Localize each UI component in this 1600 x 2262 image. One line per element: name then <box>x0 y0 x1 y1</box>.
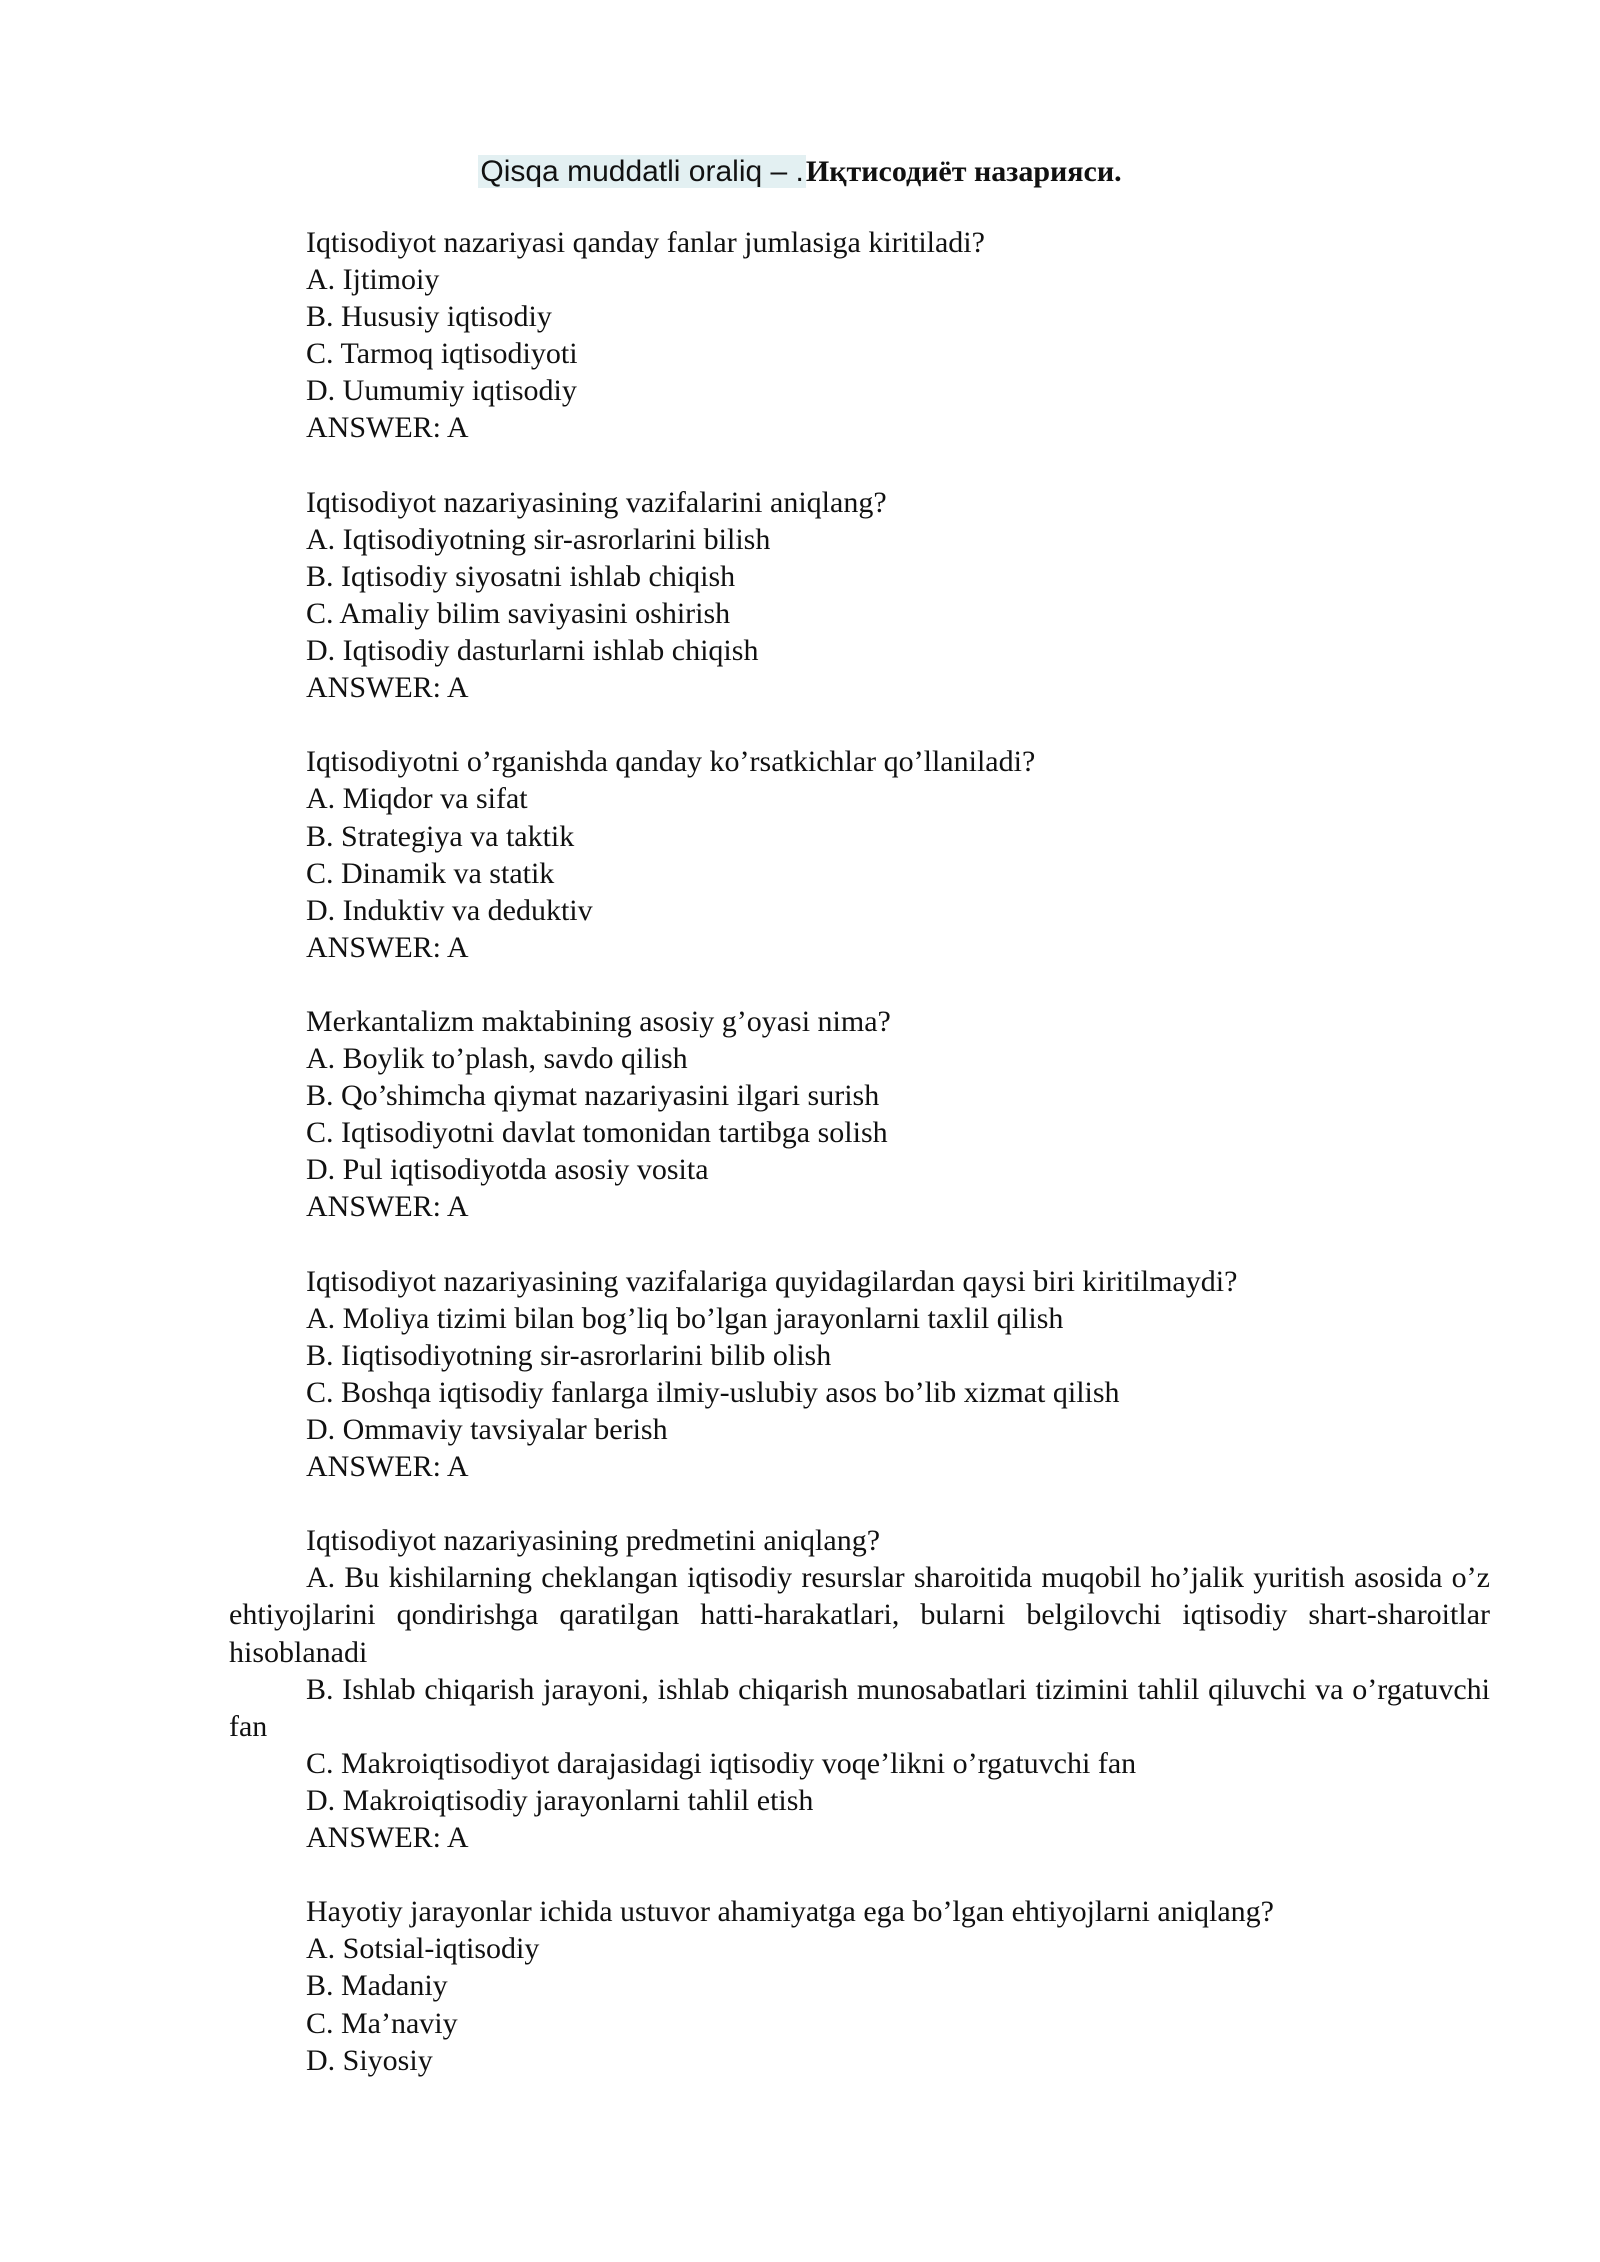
option-d: D. Ommaviy tavsiyalar berish <box>306 1413 668 1446</box>
questions-list <box>229 224 1490 2116</box>
question-block <box>229 743 1490 966</box>
option-c: C. Dinamik va statik <box>306 856 555 890</box>
question-block <box>229 484 1490 707</box>
question-text: Iqtisodiyotni o’rganishda qanday ko’rsatkichlar qo’llaniladi? <box>306 745 1036 779</box>
option-d: D. Induktiv va deduktiv <box>306 893 593 927</box>
option-c: C. Iqtisodiyotni davlat tomonidan tartibga solish <box>306 1116 888 1150</box>
option-a: A. Boylik to’plash, savdo qilish <box>306 1042 688 1076</box>
option-a: A. Moliya tizimi bilan bog’liq bo’lgan jarayonlarni taxlil qilish <box>306 1301 1064 1335</box>
option-a: A. Miqdor va sifat <box>306 782 528 816</box>
option-a: A. Sotsial-iqtisodiy <box>306 1932 540 1966</box>
option-b: B. Ishlab chiqarish jarayoni, ishlab chiqarish munosabatlari tizimini tahlil qiluvchi va o’rgatuvchi fan <box>229 1672 1490 1743</box>
question-block <box>229 1003 1490 1226</box>
question-text: Iqtisodiyot nazariyasining predmetini aniqlang? <box>306 1524 881 1558</box>
option-b: B. Iqtisodiy siyosatni ishlab chiqish <box>306 559 736 593</box>
question-text: Iqtisodiyot nazariyasi qanday fanlar jumlasiga kiritiladi? <box>306 226 985 259</box>
option-d: D. Iqtisodiy dasturlarni ishlab chiqish <box>306 634 759 668</box>
question-text: Merkantalizm maktabining asosiy g’oyasi nima? <box>306 1004 891 1038</box>
title-highlight: Qisqa muddatli oraliq – . <box>480 155 804 188</box>
title-bold: Иқтисодиёт назарияси. <box>805 155 1122 188</box>
question-block <box>229 1263 1490 1486</box>
option-d: D. Pul iqtisodiyotda asosiy vosita <box>306 1153 709 1187</box>
answer-line: ANSWER: A <box>306 1450 469 1484</box>
option-d: D. Makroiqtisodiy jarayonlarni tahlil etish <box>306 1783 814 1817</box>
option-a: A. Bu kishilarning cheklangan iqtisodiy resurslar sharoitida muqobil ho’jalik yuritish asosida o’z ehtiyojlarini qondirishga qaratilgan hatti-harakatlari, bularni belgilovchi iqtisodiy shart-sharoitlar hisoblanadi <box>229 1561 1490 1669</box>
question-text: Iqtisodiyot nazariyasining vazifalariga quyidagilardan qaysi biri kiritilmaydi? <box>306 1264 1238 1298</box>
option-d: D. Siyosiy <box>306 2043 433 2077</box>
option-a: A. Iqtisodiyotning sir-asrorlarini bilish <box>306 522 771 556</box>
option-c: C. Amaliy bilim saviyasini oshirish <box>306 596 731 630</box>
option-c: C. Ma’naviy <box>306 2006 458 2040</box>
question-text: Hayotiy jarayonlar ichida ustuvor ahamiyatga ega bo’lgan ehtiyojlarni aniqlang? <box>306 1895 1274 1929</box>
answer-line: ANSWER: A <box>306 930 469 964</box>
option-b: B. Iiqtisodiyotning sir-asrorlarini bilib olish <box>306 1338 832 1372</box>
question-text: Iqtisodiyot nazariyasining vazifalarini aniqlang? <box>306 485 887 519</box>
option-b: B. Strategiya va taktik <box>306 819 575 853</box>
option-c: C. Boshqa iqtisodiy fanlarga ilmiy-uslubiy asos bo’lib xizmat qilish <box>306 1375 1120 1409</box>
document-title <box>0 152 1600 192</box>
question-block <box>229 224 1490 447</box>
option-b: B. Hususiy iqtisodiy <box>306 300 552 334</box>
answer-line: ANSWER: A <box>306 411 469 445</box>
question-block <box>229 1893 1490 2078</box>
option-a: A. Ijtimoiy <box>306 263 440 297</box>
answer-line: ANSWER: A <box>306 671 469 705</box>
option-d: D. Uumumiy iqtisodiy <box>306 374 577 408</box>
option-c: C. Makroiqtisodiyot darajasidagi iqtisodiy voqe’likni o’rgatuvchi fan <box>306 1746 1137 1780</box>
option-b: B. Madaniy <box>306 1969 448 2003</box>
question-block <box>229 1522 1490 1856</box>
answer-line: ANSWER: A <box>306 1190 469 1224</box>
answer-line: ANSWER: A <box>306 1821 469 1855</box>
option-b: B. Qo’shimcha qiymat nazariyasini ilgari surish <box>306 1079 880 1113</box>
option-c: C. Tarmoq iqtisodiyoti <box>306 337 578 371</box>
